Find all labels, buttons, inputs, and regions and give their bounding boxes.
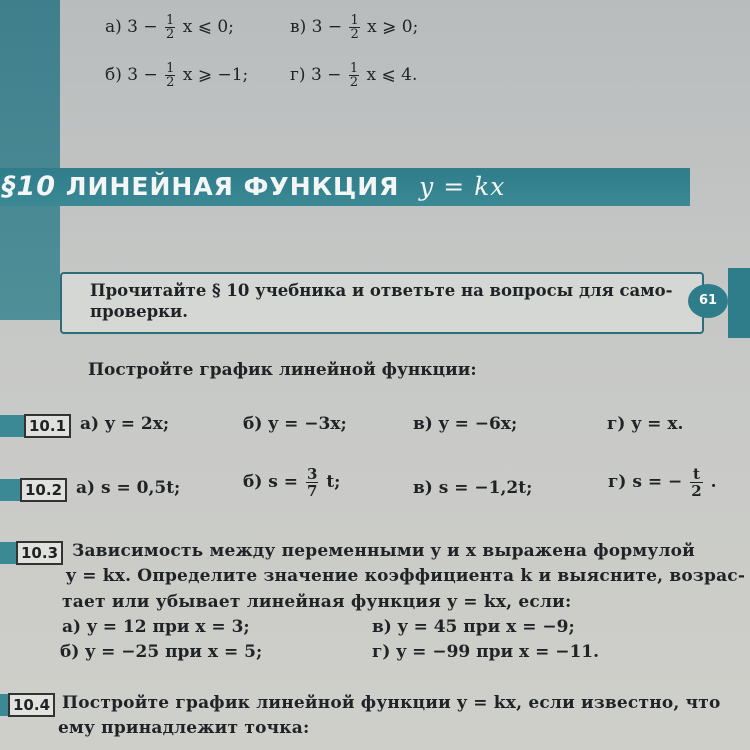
section-formula: y = kx xyxy=(419,172,506,201)
self-check-box xyxy=(60,272,704,334)
ex10-1-g: г) y = x. xyxy=(607,414,684,434)
fraction: $\frac{1}{2}$ xyxy=(166,13,175,42)
exercise-number-10-2: 10.2 xyxy=(20,478,67,502)
fraction: $\frac{1}{2}$ xyxy=(166,61,175,90)
ex10-4-line1: Постройте график линейной функции y = kx, если известно, что xyxy=(62,693,721,713)
fraction: $\frac{1}{2}$ xyxy=(349,61,359,90)
exercise-bar xyxy=(0,694,8,716)
inequality-g: г) 3 − $\frac{1}{2}$ x ⩽ 4. xyxy=(290,61,418,90)
ex10-2-g: г) s = − $\frac{t}{2}$ . xyxy=(608,465,717,500)
ex10-2-b: б) s = $\frac{3}{7}$ t; xyxy=(243,465,341,500)
ex10-3-v: в) y = 45 при x = −9; xyxy=(372,617,575,637)
section-heading xyxy=(2,171,505,202)
fraction: $\frac{t}{2}$ xyxy=(691,465,702,500)
page-color-band xyxy=(0,0,60,320)
section-number: §10 xyxy=(2,171,57,202)
exercise-number-10-4: 10.4 xyxy=(8,693,55,717)
ex10-3-line3: тает или убывает линейная функция y = kx, если: xyxy=(62,592,572,612)
ex10-2-a: а) s = 0,5t; xyxy=(76,478,181,498)
ex10-1-v: в) y = −6x; xyxy=(413,414,518,434)
ex10-3-b: б) y = −25 при x = 5; xyxy=(60,642,263,662)
inequality-v: в) 3 − $\frac{1}{2}$ x ⩾ 0; xyxy=(290,13,419,42)
instruction-text: Постройте график линейной функции: xyxy=(88,360,477,380)
exercise-number-10-3: 10.3 xyxy=(16,541,63,565)
ex10-1-a: а) y = 2x; xyxy=(80,414,170,434)
exercise-bar xyxy=(0,542,16,564)
inequality-a: а) 3 − $\frac{1}{2}$ x ⩽ 0; xyxy=(105,13,234,42)
exercise-bar xyxy=(0,479,20,501)
ex10-4-line2: ему принадлежит точка: xyxy=(58,718,310,738)
ex10-3-a: а) y = 12 при x = 3; xyxy=(62,617,250,637)
ex10-3-line2: y = kx. Определите значение коэффициента k и выясните, возрас- xyxy=(66,566,746,586)
fraction: $\frac{3}{7}$ xyxy=(306,465,318,500)
ex10-2-v: в) s = −1,2t; xyxy=(413,478,533,498)
section-title: ЛИНЕЙНАЯ ФУНКЦИЯ xyxy=(65,172,400,201)
fraction: $\frac{1}{2}$ xyxy=(350,13,359,42)
page-reference-badge: 61 xyxy=(688,284,728,318)
inequality-b: б) 3 − $\frac{1}{2}$ x ⩾ −1; xyxy=(105,61,249,90)
exercise-bar xyxy=(0,415,24,437)
exercise-number-10-1: 10.1 xyxy=(24,414,71,438)
ex10-3-line1: Зависимость между переменными y и x выражена формулой xyxy=(72,541,695,561)
self-check-text: Прочитайте § 10 учебника и ответьте на вопросы для само- проверки. xyxy=(90,281,673,321)
ex10-1-b: б) y = −3x; xyxy=(243,414,347,434)
ex10-3-g: г) y = −99 при x = −11. xyxy=(372,642,600,662)
page-tab xyxy=(728,268,750,338)
